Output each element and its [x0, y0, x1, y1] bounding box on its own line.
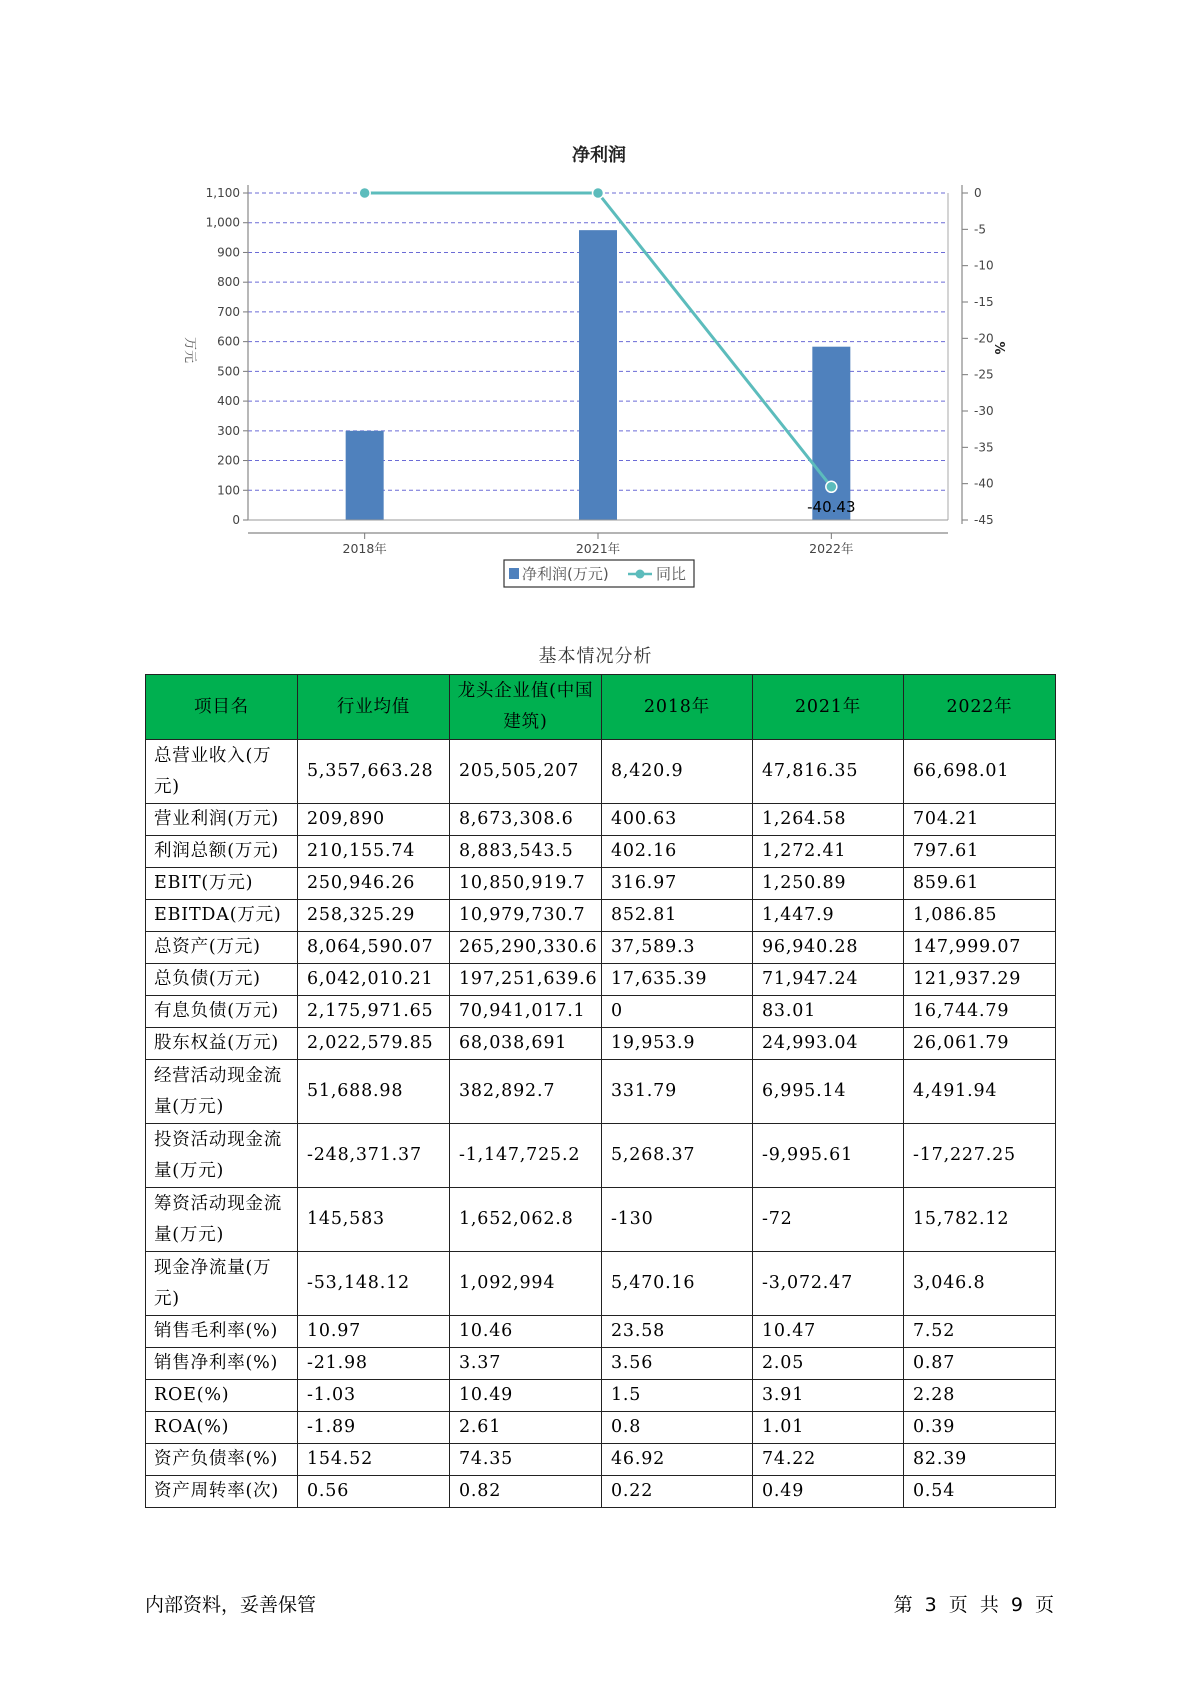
line-yoy-point — [826, 481, 837, 492]
table-row — [146, 996, 1056, 1028]
table-row — [146, 964, 1056, 996]
cell-leader-value: 1,652,062.8 — [450, 1188, 602, 1252]
cell-value-2018: 852.81 — [602, 900, 753, 932]
legend-bar-swatch — [509, 568, 519, 579]
header-2018: 2018年 — [602, 675, 753, 740]
cell-value-2018: 400.63 — [602, 804, 753, 836]
cell-item-name: ROE(%) — [146, 1380, 298, 1412]
cell-leader-value: 10,979,730.7 — [450, 900, 602, 932]
cell-value-2021: 2.05 — [753, 1348, 904, 1380]
cell-value-2021: 1,250.89 — [753, 868, 904, 900]
table-row — [146, 1412, 1056, 1444]
table-row — [146, 804, 1056, 836]
y2-tick-label: -20 — [974, 331, 994, 346]
y2-tick-label: 0 — [974, 186, 982, 200]
cell-value-2022: 147,999.07 — [904, 932, 1056, 964]
cell-value-2021: 71,947.24 — [753, 964, 904, 996]
cell-value-2021: 6,995.14 — [753, 1060, 904, 1124]
cell-value-2021: 74.22 — [753, 1444, 904, 1476]
table-row — [146, 900, 1056, 932]
legend-line-marker — [636, 570, 645, 579]
cell-value-2022: 704.21 — [904, 804, 1056, 836]
cell-value-2021: 83.01 — [753, 996, 904, 1028]
cell-value-2018: 3.56 — [602, 1348, 753, 1380]
table-row — [146, 1380, 1056, 1412]
y-tick-label: 500 — [217, 364, 240, 379]
table-caption: 基本情况分析 — [538, 646, 653, 667]
cell-leader-value: 265,290,330.6 — [450, 932, 602, 964]
cell-leader-value: 70,941,017.1 — [450, 996, 602, 1028]
table-row — [146, 1060, 1056, 1124]
cell-value-2022: 16,744.79 — [904, 996, 1056, 1028]
cell-industry-average: 258,325.29 — [298, 900, 450, 932]
cell-item-name: 利润总额(万元) — [146, 836, 298, 868]
cell-leader-value: 10.46 — [450, 1316, 602, 1348]
x-tick-label: 2022年 — [809, 541, 854, 556]
y-axis-label: 万元 — [182, 336, 197, 364]
table-row — [146, 1028, 1056, 1060]
cell-value-2022: 15,782.12 — [904, 1188, 1056, 1252]
cell-industry-average: 8,064,590.07 — [298, 932, 450, 964]
cell-item-name: 销售毛利率(%) — [146, 1316, 298, 1348]
chart-title: 净利润 — [572, 145, 626, 166]
y2-tick-label: -10 — [974, 258, 994, 273]
cell-value-2018: 0.8 — [602, 1412, 753, 1444]
y-tick-label: 600 — [217, 334, 240, 349]
cell-value-2022: 0.87 — [904, 1348, 1056, 1380]
y2-tick-label: -45 — [974, 513, 994, 527]
cell-value-2022: 26,061.79 — [904, 1028, 1056, 1060]
cell-industry-average: 209,890 — [298, 804, 450, 836]
y-tick-label: 1,000 — [205, 215, 240, 230]
y-tick-label: 200 — [217, 453, 240, 468]
y-tick-label: 400 — [217, 394, 240, 409]
cell-value-2021: 1,264.58 — [753, 804, 904, 836]
cell-industry-average: -1.89 — [298, 1412, 450, 1444]
cell-industry-average: -21.98 — [298, 1348, 450, 1380]
cell-item-name: 资产负债率(%) — [146, 1444, 298, 1476]
cell-value-2018: 0 — [602, 996, 753, 1028]
table-row — [146, 1124, 1056, 1188]
cell-value-2018: 331.79 — [602, 1060, 753, 1124]
cell-value-2022: 0.54 — [904, 1476, 1056, 1508]
cell-leader-value: 3.37 — [450, 1348, 602, 1380]
cell-industry-average: 154.52 — [298, 1444, 450, 1476]
cell-value-2022: 0.39 — [904, 1412, 1056, 1444]
y2-tick-label: -5 — [974, 222, 986, 237]
bar-net-profit — [579, 230, 617, 520]
table-row — [146, 1444, 1056, 1476]
cell-value-2021: 96,940.28 — [753, 932, 904, 964]
cell-value-2018: -130 — [602, 1188, 753, 1252]
cell-value-2018: 37,589.3 — [602, 932, 753, 964]
cell-item-name: EBITDA(万元) — [146, 900, 298, 932]
cell-value-2022: 66,698.01 — [904, 740, 1056, 804]
y-tick-label: 100 — [217, 483, 240, 498]
cell-value-2021: 3.91 — [753, 1380, 904, 1412]
y2-tick-label: -30 — [974, 404, 994, 418]
header-industry-average: 行业均值 — [298, 675, 450, 740]
y2-axis-label: % — [991, 341, 1006, 355]
cell-industry-average: 0.56 — [298, 1476, 450, 1508]
cell-item-name: 总负债(万元) — [146, 964, 298, 996]
header-item-name: 项目名 — [146, 675, 298, 740]
footer-page-number: 第 3 页 共 9 页 — [893, 1594, 1054, 1616]
cell-value-2022: -17,227.25 — [904, 1124, 1056, 1188]
y-tick-label: 1,100 — [205, 186, 240, 200]
line-yoy-point — [359, 188, 370, 199]
cell-item-name: 总资产(万元) — [146, 932, 298, 964]
cell-value-2022: 82.39 — [904, 1444, 1056, 1476]
y-tick-label: 900 — [217, 245, 240, 260]
cell-industry-average: 210,155.74 — [298, 836, 450, 868]
header-leader-value: 龙头企业值(中国建筑) — [450, 675, 602, 740]
y-tick-label: 300 — [217, 423, 240, 438]
cell-item-name: 总营业收入(万元) — [146, 740, 298, 804]
cell-industry-average: -1.03 — [298, 1380, 450, 1412]
table-row — [146, 1476, 1056, 1508]
cell-industry-average: -248,371.37 — [298, 1124, 450, 1188]
cell-value-2021: 1,447.9 — [753, 900, 904, 932]
cell-industry-average: 5,357,663.28 — [298, 740, 450, 804]
cell-industry-average: 51,688.98 — [298, 1060, 450, 1124]
cell-industry-average: -53,148.12 — [298, 1252, 450, 1316]
cell-industry-average: 2,175,971.65 — [298, 996, 450, 1028]
table-row — [146, 1252, 1056, 1316]
cell-industry-average: 250,946.26 — [298, 868, 450, 900]
y2-tick-label: -25 — [974, 367, 994, 382]
basic-analysis-table — [145, 674, 1056, 1508]
cell-item-name: 营业利润(万元) — [146, 804, 298, 836]
cell-value-2018: 23.58 — [602, 1316, 753, 1348]
y2-tick-label: -35 — [974, 440, 994, 455]
cell-leader-value: 197,251,639.6 — [450, 964, 602, 996]
cell-leader-value: 10.49 — [450, 1380, 602, 1412]
cell-value-2021: 47,816.35 — [753, 740, 904, 804]
cell-industry-average: 2,022,579.85 — [298, 1028, 450, 1060]
cell-leader-value: 0.82 — [450, 1476, 602, 1508]
cell-value-2018: 5,470.16 — [602, 1252, 753, 1316]
chart-bars — [346, 230, 851, 520]
bar-net-profit — [346, 431, 384, 520]
cell-value-2022: 2.28 — [904, 1380, 1056, 1412]
cell-value-2022: 1,086.85 — [904, 900, 1056, 932]
x-tick-label: 2021年 — [575, 541, 621, 556]
bar-net-profit — [812, 347, 850, 520]
cell-leader-value: -1,147,725.2 — [450, 1124, 602, 1188]
table-row — [146, 932, 1056, 964]
x-tick-label: 2018年 — [342, 541, 387, 556]
cell-value-2018: 17,635.39 — [602, 964, 753, 996]
y-tick-label: 0 — [232, 513, 240, 527]
cell-item-name: 股东权益(万元) — [146, 1028, 298, 1060]
cell-leader-value: 8,883,543.5 — [450, 836, 602, 868]
cell-industry-average: 6,042,010.21 — [298, 964, 450, 996]
y-tick-label: 700 — [217, 304, 240, 319]
cell-item-name: 资产周转率(次) — [146, 1476, 298, 1508]
table-header-row — [146, 675, 1056, 740]
cell-leader-value: 205,505,207 — [450, 740, 602, 804]
y2-tick-label: -15 — [974, 295, 994, 309]
cell-item-name: ROA(%) — [146, 1412, 298, 1444]
cell-value-2018: 316.97 — [602, 868, 753, 900]
cell-value-2018: 19,953.9 — [602, 1028, 753, 1060]
cell-value-2022: 3,046.8 — [904, 1252, 1056, 1316]
y-tick-label: 800 — [217, 275, 240, 290]
cell-value-2021: -9,995.61 — [753, 1124, 904, 1188]
table-row — [146, 868, 1056, 900]
cell-value-2022: 4,491.94 — [904, 1060, 1056, 1124]
cell-value-2022: 121,937.29 — [904, 964, 1056, 996]
net-profit-chart — [0, 0, 1191, 600]
legend-yoy: 同比 — [656, 565, 687, 583]
cell-value-2021: 10.47 — [753, 1316, 904, 1348]
y2-tick-label: -40 — [974, 476, 994, 491]
footer-confidential-note: 内部资料，妥善保管 — [145, 1594, 317, 1616]
cell-item-name: 销售净利率(%) — [146, 1348, 298, 1380]
cell-value-2018: 8,420.9 — [602, 740, 753, 804]
cell-value-2022: 859.61 — [904, 868, 1056, 900]
cell-value-2018: 0.22 — [602, 1476, 753, 1508]
cell-leader-value: 10,850,919.7 — [450, 868, 602, 900]
data-label-yoy: -40.43 — [807, 497, 856, 516]
header-2021: 2021年 — [753, 675, 904, 740]
cell-industry-average: 145,583 — [298, 1188, 450, 1252]
cell-item-name: EBIT(万元) — [146, 868, 298, 900]
cell-leader-value: 2.61 — [450, 1412, 602, 1444]
cell-item-name: 投资活动现金流量(万元) — [146, 1124, 298, 1188]
header-2022: 2022年 — [904, 675, 1056, 740]
table-row — [146, 1188, 1056, 1252]
table-row — [146, 836, 1056, 868]
cell-industry-average: 10.97 — [298, 1316, 450, 1348]
cell-value-2021: -3,072.47 — [753, 1252, 904, 1316]
cell-value-2022: 797.61 — [904, 836, 1056, 868]
cell-value-2021: 1,272.41 — [753, 836, 904, 868]
cell-leader-value: 1,092,994 — [450, 1252, 602, 1316]
table-body — [146, 740, 1056, 1508]
cell-value-2021: 24,993.04 — [753, 1028, 904, 1060]
line-yoy-point — [593, 188, 604, 199]
cell-value-2021: -72 — [753, 1188, 904, 1252]
table-row — [146, 740, 1056, 804]
cell-item-name: 现金净流量(万元) — [146, 1252, 298, 1316]
cell-leader-value: 74.35 — [450, 1444, 602, 1476]
cell-leader-value: 382,892.7 — [450, 1060, 602, 1124]
cell-item-name: 有息负债(万元) — [146, 996, 298, 1028]
cell-value-2021: 0.49 — [753, 1476, 904, 1508]
legend-net-profit: 净利润(万元) — [522, 565, 609, 583]
chart-legend — [504, 560, 694, 587]
cell-value-2018: 402.16 — [602, 836, 753, 868]
cell-leader-value: 68,038,691 — [450, 1028, 602, 1060]
cell-value-2021: 1.01 — [753, 1412, 904, 1444]
cell-value-2022: 7.52 — [904, 1316, 1056, 1348]
cell-item-name: 经营活动现金流量(万元) — [146, 1060, 298, 1124]
table-row — [146, 1348, 1056, 1380]
table-row — [146, 1316, 1056, 1348]
cell-value-2018: 1.5 — [602, 1380, 753, 1412]
cell-item-name: 筹资活动现金流量(万元) — [146, 1188, 298, 1252]
cell-leader-value: 8,673,308.6 — [450, 804, 602, 836]
cell-value-2018: 46.92 — [602, 1444, 753, 1476]
cell-value-2018: 5,268.37 — [602, 1124, 753, 1188]
